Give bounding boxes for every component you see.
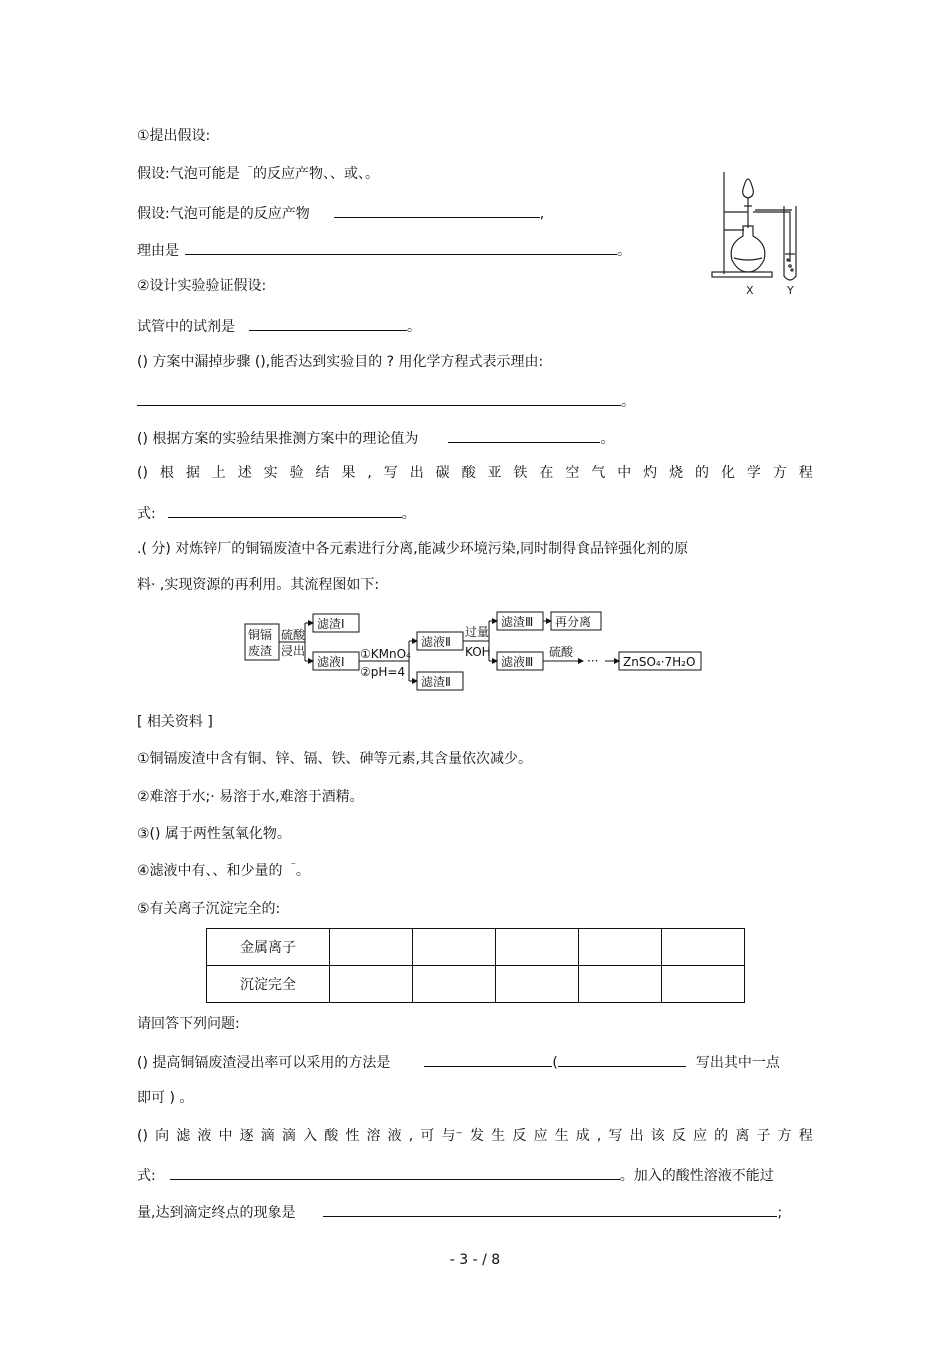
flow-residue-2: 滤渣Ⅱ <box>421 675 451 689</box>
spaced-char: 学 <box>746 465 761 481</box>
spaced-char: 液 <box>387 1128 402 1144</box>
spaced-char: 出 <box>629 1128 644 1144</box>
spaced-char: 反 <box>671 1128 686 1144</box>
spaced-char: 方 <box>777 1128 792 1144</box>
table-cell <box>330 929 413 966</box>
spaced-char: 子 <box>756 1128 771 1144</box>
leach-hint: 写出其中一点 <box>695 1055 780 1071</box>
spaced-char: 入 <box>303 1128 318 1144</box>
titration-note: 。加入的酸性溶液不能过 <box>619 1168 774 1184</box>
reagent-label: 试管中的试剂是 <box>137 319 235 335</box>
table-cell <box>496 966 579 1003</box>
spaced-char: , <box>367 465 372 481</box>
period: 。 <box>617 243 631 259</box>
superscript-minus: ⁻ <box>290 861 296 872</box>
spaced-char: 性 <box>345 1128 360 1144</box>
spaced-char: 液 <box>197 1128 212 1144</box>
spaced-char: 向 <box>155 1128 170 1144</box>
spaced-char: 在 <box>539 465 554 481</box>
hypothesis-2-text: 假设:气泡可能是的反应产物 <box>137 206 310 222</box>
spaced-char: 出 <box>409 465 424 481</box>
spaced-char: 述 <box>237 465 252 481</box>
spaced-char: 铁 <box>513 465 528 481</box>
endpoint-line <box>137 1202 782 1222</box>
semicolon: ; <box>777 1205 783 1221</box>
reason-line <box>137 240 631 260</box>
spaced-char: 的 <box>714 1128 729 1144</box>
flow-excess: 过量 <box>465 625 490 639</box>
spaced-char: 化 <box>720 465 735 481</box>
flow-residue-1: 滤渣Ⅰ <box>317 617 345 631</box>
spaced-char: 中 <box>218 1128 233 1144</box>
process-flowchart <box>243 610 705 692</box>
spaced-char: 写 <box>608 1128 623 1144</box>
period: 。 <box>621 394 635 410</box>
spaced-char: 烧 <box>669 465 684 481</box>
blank-ion-equation[interactable] <box>170 1165 620 1180</box>
label-x: X <box>746 284 754 297</box>
spaced-char: 与⁻ <box>441 1128 463 1144</box>
table-cell <box>413 929 496 966</box>
problem-intro-cont: 料· ,实现资源的再利用。其流程图如下: <box>137 577 380 593</box>
spaced-char: 生 <box>491 1128 506 1144</box>
formula-label: 式: <box>137 1168 156 1184</box>
spaced-char: 程 <box>798 465 813 481</box>
theoretical-label: () 根据方案的实验结果推测方案中的理论值为 <box>137 431 419 447</box>
blank-endpoint[interactable] <box>323 1202 777 1217</box>
flow-filtrate-2: 滤液Ⅱ <box>421 635 451 649</box>
blank-combustion[interactable] <box>168 503 402 518</box>
spaced-char: 灼 <box>643 465 658 481</box>
reference-4-text: ④滤液中有、、和少量的 <box>137 863 283 879</box>
spaced-char: 滤 <box>176 1128 191 1144</box>
flow-filtrate-1: 滤液Ⅰ <box>317 655 345 669</box>
blank-leach-1[interactable] <box>424 1052 552 1067</box>
spaced-char: 反 <box>512 1128 527 1144</box>
period: 。 <box>295 863 310 879</box>
spaced-char: 实 <box>263 465 278 481</box>
spaced-char: 方 <box>772 465 787 481</box>
blank-theoretical[interactable] <box>448 428 600 443</box>
page-number: - 3 - / 8 <box>449 1252 501 1268</box>
flow-acid-1: 硫酸 <box>281 628 306 642</box>
combustion-answer <box>137 503 416 523</box>
spaced-char: 逐 <box>239 1128 254 1144</box>
period: 。 <box>401 506 416 522</box>
flow-filtrate-3: 滤液Ⅲ <box>501 655 534 669</box>
spaced-char: 滴 <box>260 1128 275 1144</box>
spaced-char: 的 <box>695 465 710 481</box>
spaced-char: 果 <box>341 465 356 481</box>
leach-label: () 提高铜镉废渣浸出率可以采用的方法是 <box>137 1055 391 1071</box>
label-y: Y <box>787 284 794 297</box>
table-cell <box>579 929 662 966</box>
period: 。 <box>600 431 615 447</box>
spaced-char: 据 <box>185 465 200 481</box>
spaced-char: 程 <box>798 1128 813 1144</box>
table-row <box>207 966 745 1003</box>
spaced-char: 发 <box>470 1128 485 1144</box>
table-cell <box>413 966 496 1003</box>
spaced-char: 空 <box>565 465 580 481</box>
hypothesis-1-rest: 的反应产物、、或、。 <box>253 166 379 182</box>
spaced-char: , <box>408 1128 414 1144</box>
spaced-char: 中 <box>617 465 632 481</box>
question-combustion <box>137 464 813 482</box>
question-titration <box>137 1127 813 1145</box>
spaced-char: 离 <box>735 1128 750 1144</box>
table-cell <box>662 929 745 966</box>
spaced-char: 结 <box>315 465 330 481</box>
question-missing-step: () 方案中漏掉步骤 (),能否达到实验目的 ? 用化学方程式表示理由: <box>137 354 544 370</box>
blank-reagent[interactable] <box>249 316 407 331</box>
reference-3: ③() 属于两性氢氧化物。 <box>137 826 291 842</box>
flow-acid-2: 浸出 <box>281 644 306 658</box>
question-theoretical <box>137 428 614 448</box>
superscript-minus: ⁻ <box>247 164 253 175</box>
spaced-char: 酸 <box>324 1128 339 1144</box>
table-header-complete: 沉淀完全 <box>207 966 330 1003</box>
precipitation-table <box>206 928 745 1003</box>
flow-ph: ②pH=4 <box>360 665 406 679</box>
spaced-char: 生 <box>554 1128 569 1144</box>
spaced-char: 溶 <box>366 1128 381 1144</box>
reason-label: 理由是 <box>137 243 179 259</box>
spaced-char: () <box>137 465 148 481</box>
flow-product: ZnSO₄·7H₂O <box>623 655 696 669</box>
blank-hypothesis-2[interactable] <box>334 203 540 218</box>
spaced-char: 滴 <box>281 1128 296 1144</box>
reference-2: ②难溶于水;· 易溶于水,难溶于酒精。 <box>137 789 364 805</box>
table-row <box>207 929 745 966</box>
spaced-char: 验 <box>289 465 304 481</box>
table-cell <box>662 966 745 1003</box>
hypothesis-2 <box>137 203 544 223</box>
gas-apparatus-figure <box>708 166 818 301</box>
reference-4 <box>137 862 310 882</box>
table-cell <box>496 929 579 966</box>
questions-heading: 请回答下列问题: <box>137 1016 240 1032</box>
spaced-char: 上 <box>211 465 226 481</box>
flow-raw-1: 铜镉 <box>248 628 273 642</box>
spaced-char: 亚 <box>487 465 502 481</box>
spaced-char: 写 <box>383 465 398 481</box>
problem-intro: .( 分) 对炼锌厂的铜镉废渣中各元素进行分离,能减少环境污染,同时制得食品锌强化剂的原 <box>137 541 689 557</box>
spaced-char: 根 <box>159 465 174 481</box>
question-leach-cont: 即可 ) 。 <box>137 1090 194 1106</box>
spaced-char: 成 <box>575 1128 590 1144</box>
table-cell <box>330 966 413 1003</box>
blank-equation[interactable] <box>137 391 621 406</box>
question-leach-rate <box>137 1052 780 1072</box>
spaced-char: () <box>137 1128 148 1144</box>
blank-leach-2[interactable] <box>558 1052 686 1067</box>
flow-dots: ··· <box>587 654 599 668</box>
paren-open: ( <box>552 1055 558 1071</box>
answer-line-1 <box>137 391 635 411</box>
endpoint-label: 量,达到滴定终点的现象是 <box>137 1205 296 1221</box>
flow-sulfuric: 硫酸 <box>549 645 574 659</box>
blank-reason[interactable] <box>185 240 617 255</box>
spaced-char: 应 <box>533 1128 548 1144</box>
reference-1: ①铜镉废渣中含有铜、锌、镉、铁、砷等元素,其含量依次减少。 <box>137 751 532 767</box>
flow-kmno4: ①KMnO₄ <box>360 647 411 661</box>
reference-5: ⑤有关离子沉淀完全的: <box>137 901 281 917</box>
flow-reseparate: 再分离 <box>555 615 592 629</box>
spaced-char: , <box>596 1128 602 1144</box>
design-heading: ②设计实验验证假设: <box>137 278 267 294</box>
period: 。 <box>407 319 421 335</box>
reagent-line <box>137 316 421 336</box>
hypothesis-heading: ①提出假设: <box>137 128 211 144</box>
flow-raw-2: 废渣 <box>248 644 273 658</box>
reference-heading: [ 相关资料 ] <box>137 714 213 730</box>
table-header-ion: 金属离子 <box>207 929 330 966</box>
spaced-char: 该 <box>650 1128 665 1144</box>
flow-residue-3: 滤渣Ⅲ <box>501 615 534 629</box>
hypothesis-1 <box>137 165 379 185</box>
comma: , <box>539 206 545 222</box>
table-cell <box>579 966 662 1003</box>
spaced-char: 酸 <box>461 465 476 481</box>
spaced-char: 应 <box>693 1128 708 1144</box>
spaced-char: 碳 <box>435 465 450 481</box>
formula-label: 式: <box>137 506 156 522</box>
spaced-char: 气 <box>591 465 606 481</box>
titration-answer <box>137 1165 774 1185</box>
hypothesis-1-text: 假设:气泡可能是 <box>137 166 240 182</box>
spaced-char: 可 <box>420 1128 435 1144</box>
flow-koh: KOH <box>465 645 491 659</box>
